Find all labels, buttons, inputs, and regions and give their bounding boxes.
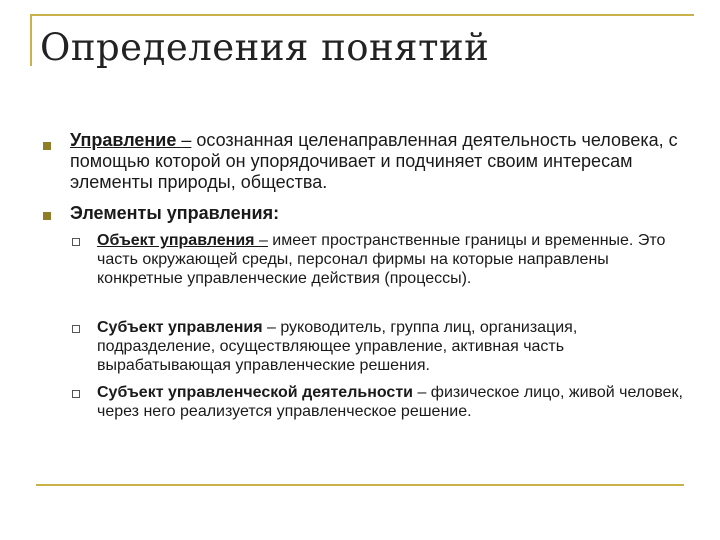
term-dash: – [254, 232, 268, 249]
sub-item-object [97, 231, 697, 288]
sub-item-text: – физическое лицо, живой человек, через него реализуется управленческое решение. [97, 384, 683, 420]
definition-management [70, 130, 690, 193]
bullet-icon [43, 212, 51, 220]
definition-text: осознанная целенаправленная деятельность человека, с помощью которой он упорядочивает и подчиняет своим интересам элементы природы, общества. [70, 130, 678, 192]
elements-heading [70, 203, 690, 224]
bullet-icon [43, 142, 51, 150]
term-subject-activity: Субъект управленческой деятельности [97, 384, 413, 401]
term-subject: Субъект управления [97, 319, 263, 336]
term-dash: – [181, 130, 192, 150]
term-management: Управление [70, 130, 182, 150]
checkbox-bullet-icon [72, 390, 80, 398]
checkbox-bullet-icon [72, 325, 80, 333]
term-object: Объект управления [97, 232, 255, 249]
sub-item-text: имеет пространственные границы и временные. Это часть окружающей среды, персонал фирмы на которые направлены конкретные управленческие действия (процессы). [97, 232, 666, 287]
checkbox-bullet-icon [72, 238, 80, 246]
elements-heading-label: Элементы управления: [70, 203, 280, 223]
bottom-rule [36, 484, 684, 486]
sub-item-text: – руководитель, группа лиц, организация, подразделение, осуществляющее управление, активная часть вырабатывающая управленческие решения. [97, 319, 578, 374]
title-top-rule [30, 14, 694, 16]
title-left-rule [30, 14, 32, 66]
slide-title: Определения понятий [40, 26, 490, 69]
sub-item-subject [97, 318, 697, 375]
sub-item-subject-activity [97, 383, 697, 421]
